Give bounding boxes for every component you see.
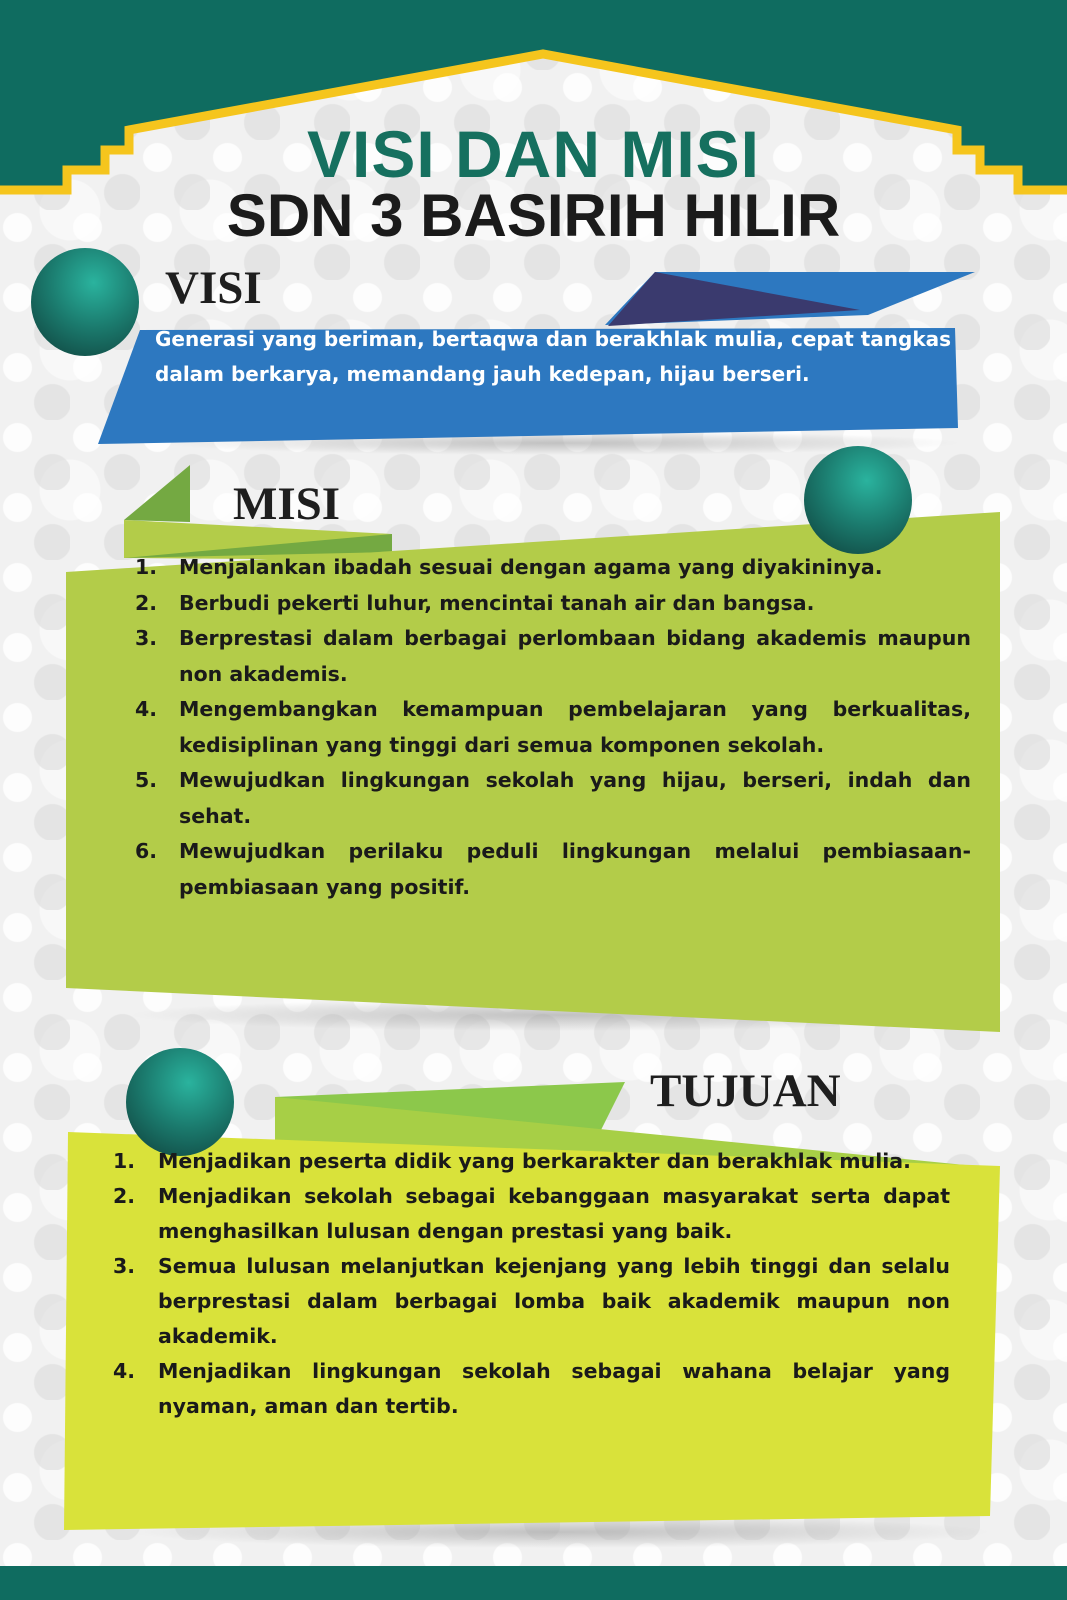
tujuan-item <box>113 1354 950 1424</box>
visi-heading: VISI <box>165 262 262 314</box>
title-school-name: SDN 3 BASIRIH HILIR <box>226 182 841 249</box>
title-visi-dan-misi: VISI DAN MISI <box>306 117 761 191</box>
tujuan-list <box>113 1144 950 1424</box>
misi-list <box>135 550 971 905</box>
misi-item-number: 6. <box>135 839 158 863</box>
tujuan-item-text: Menjadikan lingkungan sekolah sebagai wahana belajar yang nyaman, aman dan tertib. <box>158 1359 950 1418</box>
tujuan-ball <box>126 1048 234 1156</box>
misi-item <box>135 621 971 692</box>
misi-ribbon-flag <box>124 465 190 522</box>
misi-item-text: Berprestasi dalam berbagai perlombaan bidang akademis maupun non akademis. <box>179 626 971 686</box>
misi-item-number: 1. <box>135 555 158 579</box>
misi-item-text: Mewujudkan perilaku peduli lingkungan melalui pembiasaan-pembiasaan yang positif. <box>179 839 971 899</box>
tujuan-item-text: Menjadikan peserta didik yang berkarakter dan berakhlak mulia. <box>158 1149 911 1173</box>
misi-item-number: 5. <box>135 768 158 792</box>
misi-item-text: Mengembangkan kemampuan pembelajaran yang berkualitas, kedisiplinan yang tinggi dari semua komponen sekolah. <box>179 697 971 757</box>
misi-item-text: Menjalankan ibadah sesuai dengan agama yang diyakininya. <box>179 555 883 579</box>
footer-band <box>0 1566 1067 1600</box>
tujuan-item-number: 2. <box>113 1184 136 1208</box>
misi-item-number: 3. <box>135 626 158 650</box>
misi-item <box>135 692 971 763</box>
visi-ball <box>31 248 139 356</box>
misi-item <box>135 550 971 586</box>
misi-item-number: 2. <box>135 590 158 615</box>
misi-item-text: Mewujudkan lingkungan sekolah yang hijau, berseri, indah dan sehat. <box>179 768 971 828</box>
misi-item <box>135 586 971 622</box>
tujuan-item <box>113 1249 950 1354</box>
tujuan-item <box>113 1179 950 1249</box>
tujuan-item <box>113 1144 950 1179</box>
tujuan-item-number: 1. <box>113 1149 136 1173</box>
tujuan-item-text: Menjadikan sekolah sebagai kebanggaan masyarakat serta dapat menghasilkan lulusan dengan prestasi yang baik. <box>158 1184 950 1243</box>
visi-text: Generasi yang beriman, bertaqwa dan berakhlak mulia, cepat tangkas dalam berkarya, memandang jauh kedepan, hijau berseri. <box>155 327 952 386</box>
misi-item-number: 4. <box>135 697 158 721</box>
tujuan-heading: TUJUAN <box>650 1065 841 1117</box>
misi-item <box>135 834 971 905</box>
misi-ball <box>804 446 912 554</box>
tujuan-item-number: 3. <box>113 1254 136 1278</box>
misi-heading: MISI <box>233 478 341 530</box>
misi-item <box>135 763 971 834</box>
misi-item-text: Berbudi pekerti luhur, mencintai tanah air dan bangsa. <box>179 590 815 615</box>
tujuan-item-text: Semua lulusan melanjutkan kejenjang yang lebih tinggi dan selalu berprestasi dalam berbagai lomba baik akademik maupun non akademik. <box>158 1254 950 1348</box>
tujuan-item-number: 4. <box>113 1359 136 1383</box>
